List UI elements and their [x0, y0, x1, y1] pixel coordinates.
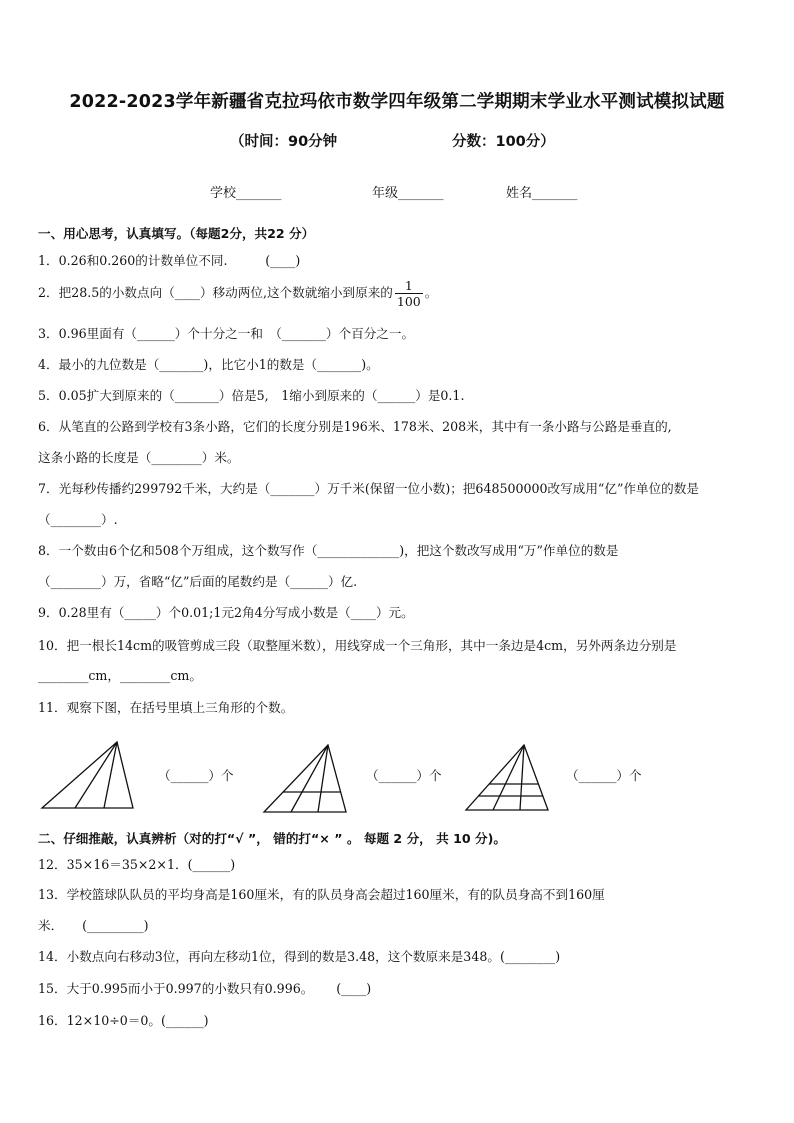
- triangle-figure-2: [264, 745, 346, 812]
- question-11: 11．观察下图，在括号里填上三角形的个数。: [38, 700, 294, 715]
- question-10-line-2: ________cm，________cm。: [38, 668, 202, 683]
- exam-score: 分数：100分）: [452, 134, 555, 150]
- question-10-line-1: 10．把一根长14cm的吸管剪成三段（取整厘米数），用线穿成一个三角形，其中一条边是4cm，另外两条边分别是: [38, 638, 677, 653]
- question-3: 3．0.96里面有（______）个十分之一和 （_______）个百分之一。: [38, 326, 415, 341]
- fraction-numerator: 1: [395, 278, 423, 294]
- question-7-line-1: 7．光每秒传播约299792千米，大约是（_______）万千米(保留一位小数)；把648500000改写成用“亿”作单位的数是: [38, 481, 699, 496]
- question-2-end: 。: [424, 285, 438, 300]
- question-2-text: 2．把28.5的小数点向（____）移动两位,这个数就缩小到原来的: [38, 285, 393, 300]
- question-8-line-1: 8．一个数由6个亿和508个万组成，这个数写作（_____________)，把这个数改写成用“万”作单位的数是: [38, 543, 619, 558]
- question-5: 5．0.05扩大到原来的（_______）倍是5, 1缩小到原来的（______）是0.1.: [38, 388, 465, 403]
- name-field[interactable]: 姓名_______: [506, 186, 578, 201]
- question-13-line-2: 米． (_________): [38, 918, 149, 933]
- triangle-3-answer: （______）个: [566, 768, 642, 783]
- grade-field[interactable]: 年级_______: [372, 186, 444, 201]
- page-title: 2022-2023学年新疆省克拉玛依市数学四年级第二学期期末学业水平测试模拟试题: [69, 92, 725, 112]
- question-9: 9．0.28里有（_____）个0.01;1元2角4分写成小数是（____）元。: [38, 605, 414, 620]
- triangle-figure-1: [42, 742, 133, 808]
- question-6-line-1: 6．从笔直的公路到学校有3条小路，它们的长度分别是196米、178米、208米，其中有一条小路与公路是垂直的,: [38, 419, 672, 434]
- section-1-heading: 一、用心思考，认真填写。（每题2分，共22 分）: [38, 226, 315, 241]
- question-14: 14．小数点向右移动3位，再向左移动1位，得到的数是3.48，这个数原来是348。(________): [38, 949, 561, 964]
- question-4: 4．最小的九位数是（_______)，比它小1的数是（_______)。: [38, 357, 379, 372]
- triangle-figure-3: [466, 745, 548, 810]
- question-6-line-2: 这条小路的长度是（________）米。: [38, 450, 240, 465]
- exam-time: （时间：90分钟: [230, 134, 338, 150]
- school-field[interactable]: 学校_______: [210, 186, 282, 201]
- question-8-line-2: （________）万，省略“亿”后面的尾数约是（______）亿.: [38, 574, 358, 589]
- question-1: 1．0.26和0.260的计数单位不同. (____): [38, 253, 301, 268]
- fraction-denominator: 100: [396, 294, 421, 309]
- triangle-1-answer: （______）个: [158, 768, 234, 783]
- question-7-line-2: （________）.: [38, 512, 118, 527]
- question-13-line-1: 13．学校篮球队队员的平均身高是160厘米，有的队员身高会超过160厘米，有的队员身高不到160厘: [38, 887, 605, 902]
- triangle-2-answer: （______）个: [366, 768, 442, 783]
- question-12: 12．35×16＝35×2×1．(______): [38, 857, 236, 872]
- question-15: 15．大于0.995而小于0.997的小数只有0.996。 (____): [38, 981, 372, 996]
- question-16: 16．12×10÷0＝0。(______): [38, 1013, 209, 1028]
- section-2-heading: 二、仔细推敲，认真辨析（对的打“√ ”， 错的打“× ” 。 每题 2 分， 共 10 分)。: [38, 831, 506, 846]
